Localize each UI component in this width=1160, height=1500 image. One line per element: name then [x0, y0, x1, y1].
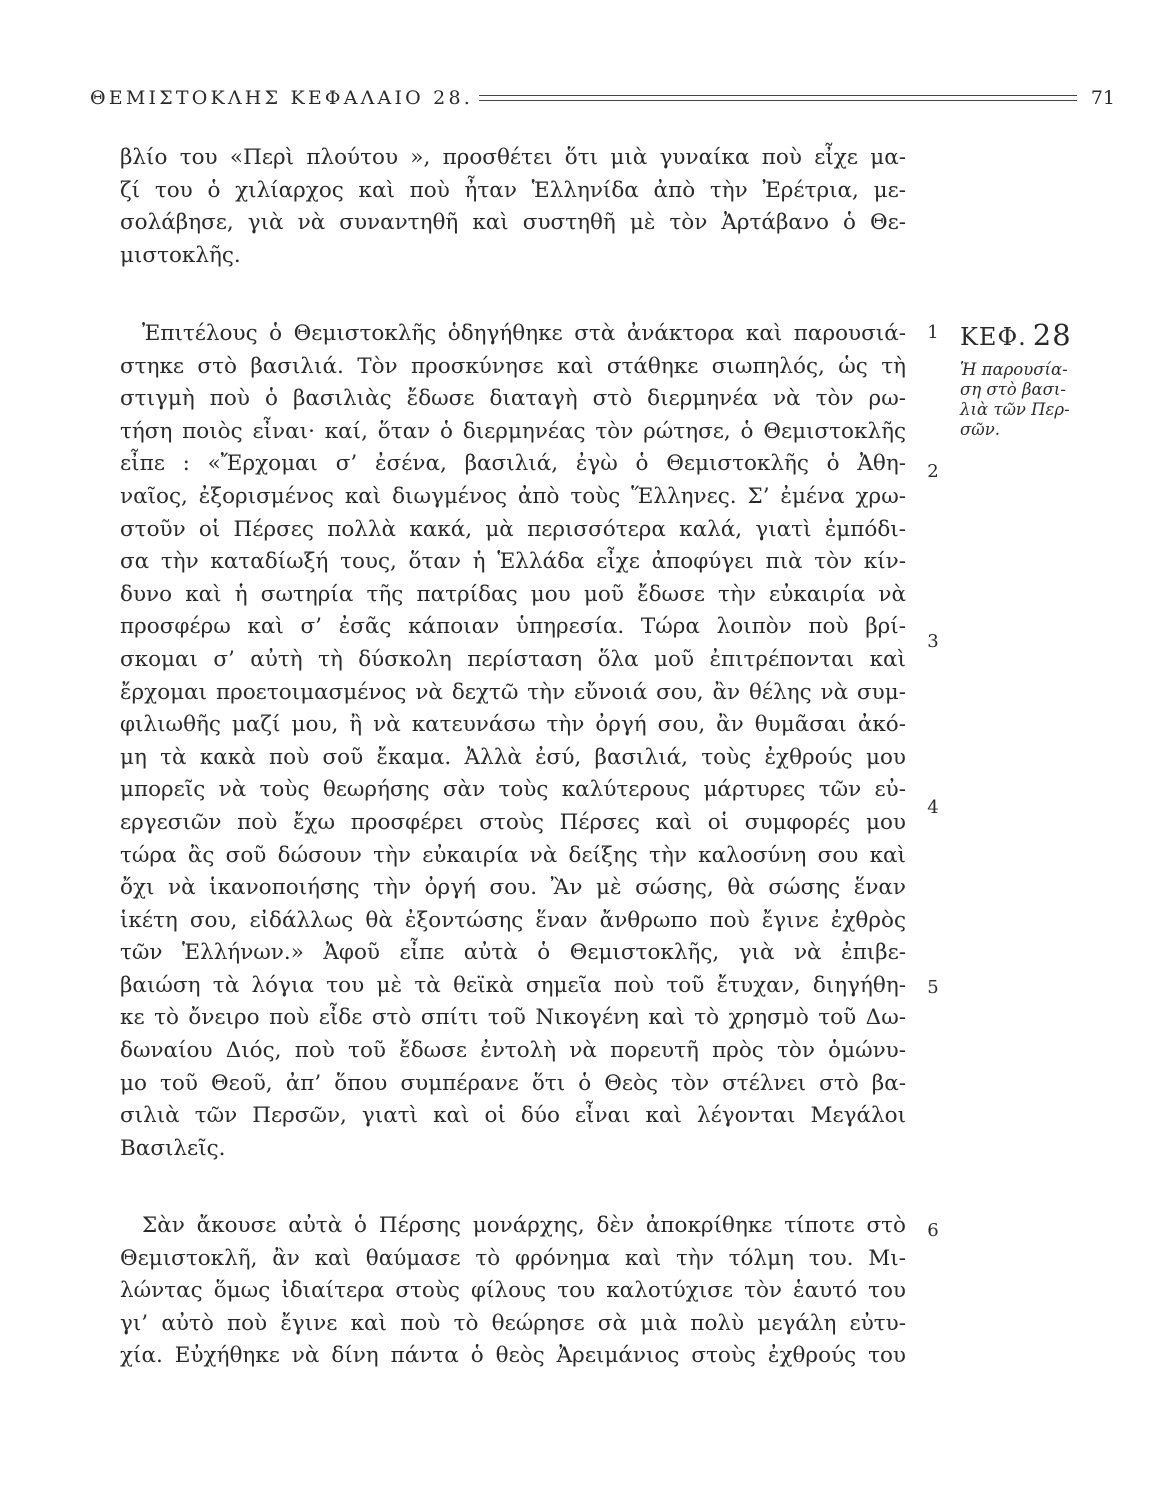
text-line: ναῖος, ἐξορισμένος καὶ διωγμένος ἀπὸ τοὺς Ἕλληνες. Σ’ ἐμένα χρω-: [120, 483, 906, 509]
chapter-sidenote: [960, 318, 1110, 440]
text-line: Σὰν ἄκουσε αὐτὰ ὁ Πέρσης μονάρχης, δὲν ἀποκρίθηκε τίποτε στὸ: [142, 1213, 906, 1238]
line-number: 1: [927, 322, 939, 343]
text-line: βαιώση τὰ λόγια του μὲ τὰ θεϊκὰ σημεῖα ποὺ τοῦ ἔτυχαν, διηγήθη-: [120, 972, 906, 998]
summary-line: ση στὸ βασι-: [960, 380, 1066, 399]
text-line: μπορεῖς νὰ τοὺς θεωρήσης σὰν τοὺς καλύτερους μάρτυρες τῶν εὐ-: [120, 777, 906, 803]
header-rule: [479, 95, 1077, 101]
running-title: ΘΕΜΙΣΤΟΚΛΗΣ ΚΕΦΑΛΑΙΟ 28.: [90, 87, 473, 109]
text-line: μιστοκλῆς.: [120, 242, 241, 268]
text-line: μο τοῦ Θεοῦ, ἀπ’ ὅπου συμπέρανε ὅτι ὁ Θεὸς τὸν στέλνει στὸ βα-: [120, 1070, 906, 1096]
text-line: ζί του ὁ χιλίαρχος καὶ ποὺ ἦταν Ἑλληνίδα ἀπὸ τὴν Ἐρέτρια, με-: [120, 177, 906, 203]
text-line: τώρα ἂς σοῦ δώσουν τὴν εὐκαιρία νὰ δείξης τὴν καλοσύνη σου καὶ: [120, 842, 906, 868]
text-line: βλίο του «Περὶ πλούτου », προσθέτει ὅτι μιὰ γυναίκα ποὺ εἶχε μα-: [120, 145, 906, 170]
running-header: [90, 84, 1115, 112]
text-line: εἶπε : «Ἔρχομαι σ’ ἐσένα, βασιλιά, ἐγὼ ὁ Θεμιστοκλῆς ὁ Ἀθη-: [120, 451, 906, 477]
paragraph-3: [120, 1210, 906, 1373]
summary-line: σῶν.: [960, 420, 1000, 439]
text-line: στιγμὴ ποὺ ὁ βασιλιὰς ἔδωσε διαταγὴ στὸ διερμηνέα νὰ τὸν ρω-: [120, 386, 906, 412]
text-line: Ἐπιτέλους ὁ Θεμιστοκλῆς ὁδηγήθηκε στὰ ἀνάκτορα καὶ παρουσιά-: [142, 321, 906, 346]
text-line: ἔρχομαι προετοιμασμένος νὰ δεχτῶ τὴν εὔνοιά σου, ἂν θέλης νὰ συμ-: [120, 679, 906, 705]
text-line: λώντας ὅμως ἰδιαίτερα στοὺς φίλους του καλοτύχισε τὸν ἑαυτό του: [120, 1278, 906, 1304]
text-line: σιλιὰ τῶν Περσῶν, γιατὶ καὶ οἱ δύο εἶναι καὶ λέγονται Μεγάλοι: [120, 1103, 906, 1129]
page-number: 71: [1090, 87, 1115, 109]
text-line: σα τὴν καταδίωξή τους, ὅταν ἡ Ἑλλάδα εἶχε ἀποφύγει πιὰ τὸν κίν-: [120, 549, 906, 575]
chapter-heading: [960, 318, 1110, 352]
text-line: εργεσιῶν ποὺ ἔχω προσφέρει στοὺς Πέρσες καὶ οἱ συμφορές μου: [120, 809, 906, 835]
text-line: χία. Εὐχήθηκε νὰ δίνη πάντα ὁ θεὸς Ἀρειμάνιος στοὺς ἐχθρούς του: [120, 1343, 906, 1369]
paragraph-2: [120, 318, 906, 1165]
text-line: κε τὸ ὄνειρο ποὺ εἶδε στὸ σπίτι τοῦ Νικογένη καὶ τὸ χρησμὸ τοῦ Δω-: [120, 1005, 906, 1031]
chapter-summary: [960, 360, 1100, 440]
text-line: δυνο καὶ ἡ σωτηρία τῆς πατρίδας μου μοῦ ἔδωσε τὴν εὐκαιρία νὰ: [120, 581, 906, 607]
text-line: σολάβησε, γιὰ νὰ συναντηθῆ καὶ συστηθῆ μὲ τὸν Ἀρτάβανο ὁ Θε-: [120, 210, 906, 236]
text-line: Βασιλεῖς.: [120, 1135, 226, 1161]
text-line: φιλιωθῆς μαζί μου, ἢ νὰ κατευνάσω τὴν ὀργή σου, ἂν θυμᾶσαι ἀκό-: [120, 712, 906, 738]
line-number: 5: [927, 977, 939, 998]
chapter-label: ΚΕΦ.: [960, 323, 1027, 351]
line-number: 4: [927, 797, 939, 818]
line-number: 3: [927, 631, 939, 652]
paragraph-1: [120, 142, 906, 272]
chapter-number: 28: [1032, 318, 1072, 352]
text-line: προσφέρω καὶ σ’ ἐσᾶς κάποιαν ὑπηρεσία. Τώρα λοιπὸν ποὺ βρί-: [120, 614, 906, 640]
text-line: στοῦν οἱ Πέρσες πολλὰ κακά, μὰ περισσότερα καλά, γιατὶ ἐμπόδι-: [120, 516, 906, 542]
text-line: δωναίου Διός, ποὺ τοῦ ἔδωσε ἐντολὴ νὰ πορευτῆ πρὸς τὸν ὁμώνυ-: [120, 1038, 906, 1064]
text-line: τήση ποιὸς εἶναι· καί, ὅταν ὁ διερμηνέας τὸν ρώτησε, ὁ Θεμιστοκλῆς: [120, 418, 906, 444]
text-line: μη τὰ κακὰ ποὺ σοῦ ἔκαμα. Ἀλλὰ ἐσύ, βασιλιά, τοὺς ἐχθρούς μου: [120, 744, 906, 770]
text-line: γι’ αὐτὸ ποὺ ἔγινε καὶ ποὺ τὸ θεώρησε σὰ μιὰ πολὺ μεγάλη εὐτυ-: [120, 1310, 906, 1336]
text-line: ἱκέτη σου, εἰδάλλως θὰ ἐξοντώσης ἕναν ἄνθρωπο ποὺ ἔγινε ἐχθρὸς: [120, 907, 906, 933]
text-line: σκομαι σ’ αὐτὴ τὴ δύσκολη περίσταση ὅλα μοῦ ἐπιτρέπονται καὶ: [120, 646, 906, 672]
line-number: 6: [927, 1220, 939, 1241]
text-line: στηκε στὸ βασιλιά. Τὸν προσκύνησε καὶ στάθηκε σιωπηλός, ὡς τὴ: [120, 353, 906, 379]
line-number: 2: [927, 461, 939, 482]
text-line: τῶν Ἑλλήνων.» Ἀφοῦ εἶπε αὐτὰ ὁ Θεμιστοκλῆς, γιὰ νὰ ἐπιβε-: [120, 940, 906, 966]
summary-line: λιὰ τῶν Περ-: [960, 400, 1070, 419]
text-line: Θεμιστοκλῆ, ἂν καὶ θαύμασε τὸ φρόνημα καὶ τὴν τόλμη του. Μι-: [120, 1245, 906, 1271]
summary-line: Ἡ παρουσία-: [960, 360, 1068, 379]
text-line: ὄχι νὰ ἱκανοποιήσης τὴν ὀργή σου. Ἂν μὲ σώσης, θὰ σώσης ἕναν: [120, 875, 906, 901]
